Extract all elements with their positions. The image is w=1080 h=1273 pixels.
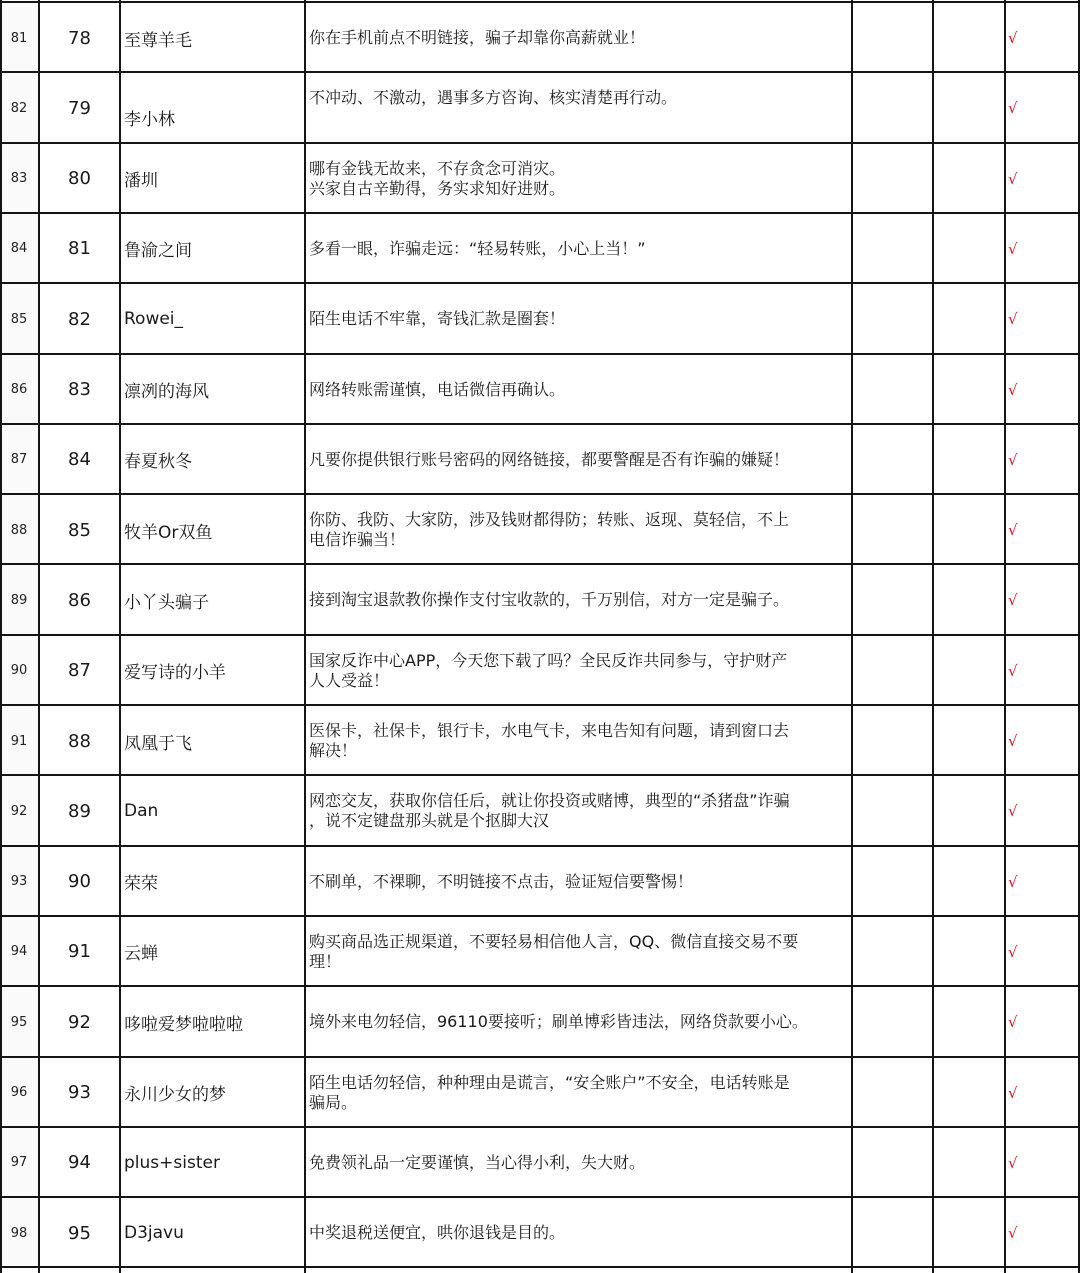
sequence-number-cell[interactable]: 88: [68, 730, 91, 752]
check-mark-cell[interactable]: √: [1008, 591, 1018, 610]
table-row: [0, 847, 1080, 917]
row-divider: [0, 282, 1080, 284]
slogan-cell[interactable]: 购买商品选正规渠道，不要轻易相信他人言，QQ、微信直接交易不要 理！: [309, 931, 799, 971]
table-row: [0, 284, 1080, 354]
empty-cell[interactable]: [934, 495, 1004, 565]
slogan-cell[interactable]: 接到淘宝退款教你操作支付宝收款的，千万别信，对方一定是骗子。: [309, 590, 790, 610]
column-divider: [932, 0, 934, 1273]
slogan-cell[interactable]: 你在手机前点不明链接，骗子却靠你高薪就业！: [309, 28, 646, 47]
nickname-cell[interactable]: Rowei_: [124, 309, 184, 330]
slogan-cell[interactable]: 陌生电话勿轻信，种种理由是谎言，“安全账户”不安全，电话转账是 骗局。: [309, 1072, 790, 1112]
sequence-number-cell[interactable]: 78: [68, 27, 91, 49]
row-number-cell[interactable]: 92: [0, 776, 38, 846]
empty-cell[interactable]: [853, 1198, 932, 1268]
empty-cell[interactable]: [934, 917, 1004, 987]
nickname-cell[interactable]: 潘圳: [124, 171, 158, 192]
row-number-cell[interactable]: 93: [0, 847, 38, 917]
sequence-number-cell[interactable]: 85: [68, 519, 91, 541]
empty-cell[interactable]: [934, 355, 1004, 425]
slogan-cell[interactable]: 陌生电话不牢靠，寄钱汇款是圈套！: [309, 309, 566, 329]
slogan-cell[interactable]: 不刷单，不裸聊，不明链接不点击，验证短信要警惕！: [309, 871, 694, 891]
nickname-cell[interactable]: Dan: [124, 801, 159, 822]
empty-cell[interactable]: [853, 1128, 932, 1198]
table-row: [0, 776, 1080, 846]
sequence-number-cell[interactable]: 95: [68, 1222, 91, 1244]
row-divider: [0, 845, 1080, 847]
empty-cell[interactable]: [934, 73, 1004, 143]
column-divider: [304, 0, 306, 1273]
check-mark-cell[interactable]: √: [1008, 942, 1018, 961]
row-number-cell[interactable]: 96: [0, 1058, 38, 1128]
check-mark-cell[interactable]: √: [1008, 872, 1018, 891]
sequence-number-cell[interactable]: 91: [68, 941, 91, 963]
check-mark-cell[interactable]: √: [1008, 802, 1018, 821]
row-number-cell[interactable]: 82: [0, 73, 38, 143]
row-divider: [0, 634, 1080, 636]
table-row: [0, 73, 1080, 143]
nickname-cell[interactable]: 春夏秋冬: [124, 452, 192, 473]
nickname-cell[interactable]: 凛冽的海风: [124, 382, 209, 402]
empty-cell[interactable]: [853, 144, 932, 214]
sequence-number-cell[interactable]: 81: [68, 238, 91, 260]
row-divider: [0, 142, 1080, 144]
sequence-number-cell[interactable]: 84: [68, 449, 91, 471]
empty-cell[interactable]: [934, 3, 1004, 73]
empty-cell[interactable]: [934, 706, 1004, 776]
nickname-cell[interactable]: D3javu: [124, 1223, 184, 1244]
table-row: [0, 355, 1080, 425]
empty-cell[interactable]: [934, 636, 1004, 706]
sequence-number-cell[interactable]: 90: [68, 871, 91, 893]
row-number-cell[interactable]: 95: [0, 987, 38, 1057]
empty-cell[interactable]: [934, 284, 1004, 354]
empty-cell[interactable]: [934, 425, 1004, 495]
empty-cell[interactable]: [934, 144, 1004, 214]
row-number-cell[interactable]: 83: [0, 144, 38, 214]
nickname-cell[interactable]: 李小林: [124, 110, 175, 131]
row-number-cell[interactable]: 94: [0, 917, 38, 987]
nickname-cell[interactable]: 小丫头骗子: [124, 592, 209, 613]
nickname-cell[interactable]: 荣荣: [124, 874, 158, 895]
row-number-cell[interactable]: 87: [0, 425, 38, 495]
row-number-cell[interactable]: 88: [0, 495, 38, 565]
check-mark-cell[interactable]: √: [1008, 380, 1018, 399]
table-row: [0, 1198, 1080, 1268]
row-divider: [0, 563, 1080, 565]
row-number-cell[interactable]: 98: [0, 1198, 38, 1268]
nickname-cell[interactable]: 永川少女的梦: [124, 1085, 226, 1105]
check-mark-cell[interactable]: √: [1008, 1224, 1018, 1243]
row-divider: [0, 423, 1080, 425]
empty-cell[interactable]: [934, 565, 1004, 635]
row-divider: [0, 915, 1080, 917]
column-divider: [0, 0, 2, 1273]
empty-cell[interactable]: [853, 284, 932, 354]
sequence-number-cell[interactable]: 86: [68, 589, 91, 611]
row-divider: [0, 985, 1080, 987]
slogan-cell[interactable]: 境外来电勿轻信，96110要接听；刷单博彩皆违法，网络贷款要小心。: [309, 1012, 808, 1032]
table-row: [0, 636, 1080, 706]
table-row: [0, 565, 1080, 635]
empty-cell[interactable]: [934, 1058, 1004, 1128]
check-mark-cell[interactable]: √: [1008, 521, 1018, 540]
empty-cell[interactable]: [853, 214, 932, 284]
row-number-cell[interactable]: 97: [0, 1128, 38, 1198]
sequence-number-cell[interactable]: 83: [68, 379, 91, 400]
row-number-cell[interactable]: 81: [0, 3, 38, 73]
table-row: [0, 144, 1080, 214]
nickname-cell[interactable]: 哆啦爱梦啦啦啦: [124, 1014, 243, 1035]
table-row: [0, 706, 1080, 776]
row-number-cell[interactable]: 84: [0, 214, 38, 284]
nickname-cell[interactable]: 至尊羊毛: [124, 30, 192, 51]
sequence-number-cell[interactable]: 80: [68, 168, 91, 190]
table-row: [0, 987, 1080, 1057]
empty-cell[interactable]: [853, 73, 932, 143]
nickname-cell[interactable]: plus+sister: [124, 1152, 220, 1173]
table-row: [0, 425, 1080, 495]
row-divider: [0, 1266, 1080, 1268]
empty-cell[interactable]: [853, 355, 932, 425]
sequence-number-cell[interactable]: 93: [68, 1082, 91, 1103]
row-divider: [0, 1196, 1080, 1198]
slogan-cell[interactable]: 不冲动、不激动，遇事多方咨询、核实清楚再行动。: [309, 88, 678, 108]
table-row: [0, 917, 1080, 987]
row-divider: [0, 704, 1080, 706]
sequence-number-cell[interactable]: 82: [68, 308, 91, 330]
table-row: [0, 3, 1080, 73]
slogan-cell[interactable]: 免费领礼品一定要谨慎，当心得小利，失大财。: [309, 1152, 646, 1172]
empty-cell[interactable]: [853, 3, 932, 73]
slogan-cell[interactable]: 你防、我防、大家防，涉及钱财都得防；转账、返现、莫轻信，不上 电信诈骗当！: [309, 510, 790, 550]
row-divider: [0, 1056, 1080, 1058]
empty-cell[interactable]: [853, 917, 932, 987]
slogan-cell[interactable]: 国家反诈中心APP，今天您下载了吗？全民反诈共同参与，守护财产 人人受益！: [309, 650, 788, 690]
sequence-number-cell[interactable]: 92: [68, 1011, 91, 1033]
row-divider: [0, 212, 1080, 214]
table-row: [0, 495, 1080, 565]
table-row: [0, 214, 1080, 284]
check-mark-cell[interactable]: √: [1008, 450, 1018, 469]
empty-cell[interactable]: [853, 425, 932, 495]
check-mark-cell[interactable]: √: [1008, 169, 1018, 188]
slogan-cell[interactable]: 医保卡，社保卡，银行卡，水电气卡，来电告知有问题，请到窗口去 解决！: [309, 721, 790, 760]
column-divider: [851, 0, 853, 1273]
empty-cell[interactable]: [853, 987, 932, 1057]
slogan-cell[interactable]: 网络转账需谨慎，电话微信再确认。: [309, 379, 566, 399]
slogan-cell[interactable]: 多看一眼，诈骗走远：“轻易转账，小心上当！”: [309, 238, 646, 258]
empty-cell[interactable]: [853, 565, 932, 635]
check-mark-cell[interactable]: √: [1008, 310, 1018, 329]
check-mark-cell[interactable]: √: [1008, 29, 1018, 47]
empty-cell[interactable]: [853, 706, 932, 776]
nickname-cell[interactable]: 牧羊Or双鱼: [124, 522, 213, 543]
nickname-cell[interactable]: 鲁渝之间: [124, 241, 192, 262]
sequence-number-cell[interactable]: 89: [68, 800, 91, 822]
empty-cell[interactable]: [853, 847, 932, 917]
empty-cell[interactable]: [934, 776, 1004, 846]
row-number-cell[interactable]: 89: [0, 565, 38, 635]
nickname-cell[interactable]: 云蝉: [124, 944, 158, 965]
empty-cell[interactable]: [853, 1058, 932, 1128]
empty-cell[interactable]: [934, 214, 1004, 284]
column-divider: [119, 0, 121, 1273]
slogan-cell[interactable]: 凡要你提供银行账号密码的网络链接，都要警醒是否有诈骗的嫌疑！: [309, 449, 790, 469]
row-number-cell[interactable]: 90: [0, 636, 38, 706]
empty-cell[interactable]: [934, 847, 1004, 917]
table-row: [0, 1058, 1080, 1128]
row-divider: [0, 774, 1080, 776]
slogan-cell[interactable]: 中奖退税送便宜，哄你退钱是目的。: [309, 1223, 566, 1243]
empty-cell[interactable]: [934, 1198, 1004, 1268]
row-number-cell[interactable]: 85: [0, 284, 38, 354]
row-divider: [0, 493, 1080, 495]
check-mark-cell[interactable]: √: [1008, 99, 1018, 118]
check-mark-cell[interactable]: √: [1008, 1153, 1018, 1172]
nickname-cell[interactable]: 凤凰于飞: [124, 733, 192, 754]
table-row: [0, 1128, 1080, 1198]
check-mark-cell[interactable]: √: [1008, 1013, 1018, 1032]
sequence-number-cell[interactable]: 94: [68, 1152, 91, 1174]
column-divider: [38, 0, 40, 1273]
empty-cell[interactable]: [853, 636, 932, 706]
empty-cell[interactable]: [853, 495, 932, 565]
row-number-cell[interactable]: 86: [0, 355, 38, 425]
empty-cell[interactable]: [934, 1128, 1004, 1198]
empty-cell[interactable]: [934, 987, 1004, 1057]
sequence-number-cell[interactable]: 79: [68, 97, 91, 119]
check-mark-cell[interactable]: √: [1008, 661, 1018, 680]
slogan-cell[interactable]: 哪有金钱无故来，不存贪念可消灾。 兴家自古辛勤得，务实求知好进财。: [309, 158, 566, 198]
slogan-cell[interactable]: 网恋交友，获取你信任后，就让你投资或赌博，典型的“杀猪盘”诈骗 ，说不定键盘那头就是个抠脚大汉: [309, 791, 790, 831]
nickname-cell[interactable]: 爱写诗的小羊: [124, 663, 226, 684]
empty-cell[interactable]: [853, 776, 932, 846]
column-divider: [1004, 0, 1006, 1273]
row-divider: [0, 353, 1080, 355]
row-divider: [0, 1, 1080, 3]
sequence-number-cell[interactable]: 87: [68, 660, 91, 682]
check-mark-cell[interactable]: √: [1008, 239, 1018, 258]
row-number-cell[interactable]: 91: [0, 706, 38, 776]
row-divider: [0, 71, 1080, 73]
row-divider: [0, 1126, 1080, 1128]
check-mark-cell[interactable]: √: [1008, 732, 1018, 750]
check-mark-cell[interactable]: √: [1008, 1083, 1018, 1102]
